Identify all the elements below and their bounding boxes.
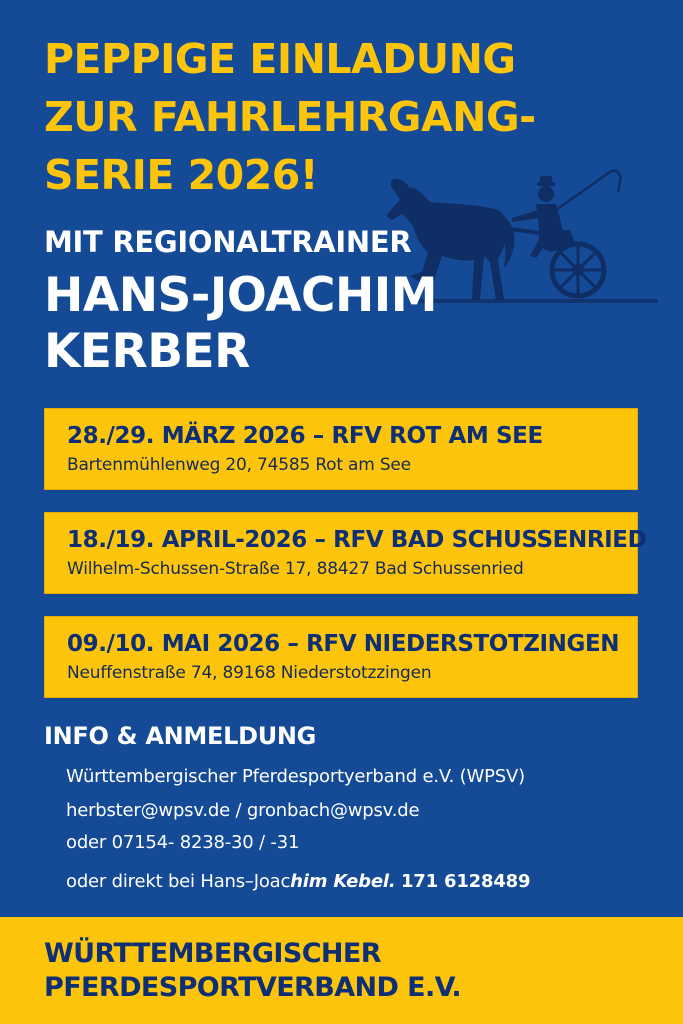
event-address: Neuffenstraße 74, 89168 Niederstotzzingen xyxy=(67,663,432,683)
trainer-name-line-2: KERBER xyxy=(44,324,250,379)
info-direct-phone: 171 6128489 xyxy=(400,871,531,892)
info-organization: Württembergischer Pferdesportyerband e.V. (WPSV) xyxy=(66,766,525,787)
footer-bar xyxy=(0,917,683,1024)
event-title: 18./19. APRIL-2026 – RFV BAD SCHUSSENRIED xyxy=(67,527,647,553)
trainer-name xyxy=(44,268,444,380)
event-address: Bartenmühlenweg 20, 74585 Rot am See xyxy=(67,455,411,475)
info-phone: oder 07154- 8238-30 / -31 xyxy=(66,832,300,853)
headline-line-2: ZUR FAHRLEHRGANG- xyxy=(44,93,536,141)
event-card-3 xyxy=(44,616,638,698)
info-direct-prefix: oder direkt bei Hans–Joac xyxy=(66,871,291,892)
event-card-1 xyxy=(44,408,638,490)
event-title: 28./29. MÄRZ 2026 – RFV ROT AM SEE xyxy=(67,423,543,449)
headline-line-3: SERIE 2026! xyxy=(44,151,318,199)
event-address: Wilhelm-Schussen-Straße 17, 88427 Bad Schussenried xyxy=(67,559,524,579)
trainer-prefix: MIT REGIONALTRAINER xyxy=(44,225,412,259)
event-title: 09./10. MAI 2026 – RFV NIEDERSTOTZINGEN xyxy=(67,631,620,657)
event-card-2 xyxy=(44,512,647,594)
trainer-name-line-1: HANS-JOACHIM xyxy=(44,268,438,323)
headline-line-1: PEPPIGE EINLADUNG xyxy=(44,35,516,83)
info-heading: INFO & ANMELDUNG xyxy=(44,722,317,750)
info-direct-contact xyxy=(66,871,530,892)
info-emails[interactable]: herbster@wpsv.de / gronbach@wpsv.de xyxy=(66,800,420,821)
info-direct-name: him Kebel. xyxy=(290,871,396,892)
footer-organization: WÜRTTEMBERGISCHER PFERDESPORTVERBAND E.V. xyxy=(44,938,462,1003)
